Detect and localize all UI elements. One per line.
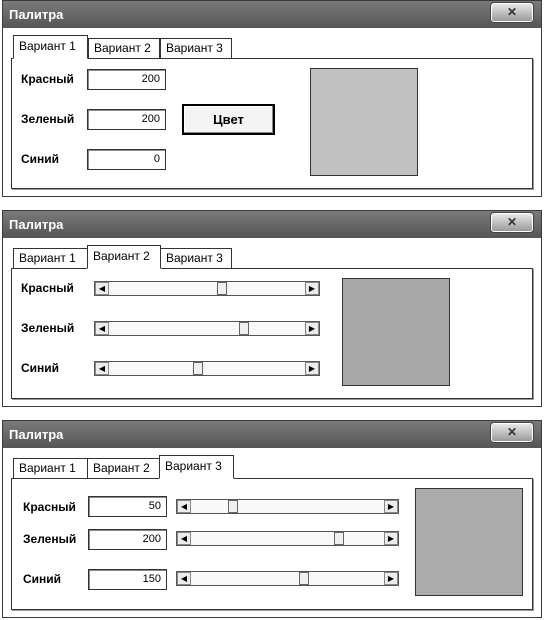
scroll-left-arrow-icon[interactable]: ◀ xyxy=(177,572,191,585)
green-field[interactable]: 200 xyxy=(88,529,167,550)
window-title: Палитра xyxy=(9,7,64,22)
label-blue: Синий xyxy=(21,152,60,166)
scroll-left-arrow-icon[interactable]: ◀ xyxy=(95,282,109,295)
label-green: Зеленый xyxy=(21,112,75,126)
label-red: Красный xyxy=(21,281,74,295)
scroll-left-arrow-icon[interactable]: ◀ xyxy=(177,532,191,545)
green-scrollbar[interactable] xyxy=(176,531,399,546)
green-scrollbar[interactable] xyxy=(94,321,320,336)
label-red: Красный xyxy=(21,72,74,86)
green-field[interactable]: 200 xyxy=(87,109,166,130)
window-title: Палитра xyxy=(9,217,64,232)
red-field[interactable]: 200 xyxy=(87,69,166,90)
tab-variant-1[interactable]: Вариант 1 xyxy=(13,35,88,59)
tab-variant-3[interactable]: Вариант 3 xyxy=(160,38,232,59)
scroll-thumb[interactable] xyxy=(228,500,238,513)
palette-window-3 xyxy=(2,420,542,618)
tab-variant-2[interactable]: Вариант 2 xyxy=(87,245,161,269)
close-button[interactable] xyxy=(491,423,533,442)
tab-panel xyxy=(11,478,533,610)
scroll-right-arrow-icon[interactable]: ▶ xyxy=(384,500,398,513)
scroll-thumb[interactable] xyxy=(299,572,309,585)
blue-field[interactable]: 150 xyxy=(88,569,167,590)
close-button[interactable] xyxy=(491,213,533,232)
scroll-right-arrow-icon[interactable]: ▶ xyxy=(384,532,398,545)
palette-window-2 xyxy=(2,210,542,407)
title-bar xyxy=(3,211,541,238)
red-field[interactable]: 50 xyxy=(88,496,167,517)
blue-field[interactable]: 0 xyxy=(87,149,166,170)
scroll-left-arrow-icon[interactable]: ◀ xyxy=(177,500,191,513)
close-icon: ✕ xyxy=(506,425,518,439)
tab-panel xyxy=(11,58,533,189)
title-bar xyxy=(3,1,541,28)
label-red: Красный xyxy=(23,500,76,514)
red-scrollbar[interactable] xyxy=(94,281,320,296)
scroll-thumb[interactable] xyxy=(334,532,344,545)
tab-variant-2[interactable]: Вариант 2 xyxy=(88,38,160,59)
close-icon: ✕ xyxy=(506,5,518,19)
window-title: Палитра xyxy=(9,427,64,442)
scroll-right-arrow-icon[interactable]: ▶ xyxy=(305,362,319,375)
tab-variant-1[interactable]: Вариант 1 xyxy=(13,458,88,479)
scroll-right-arrow-icon[interactable]: ▶ xyxy=(305,322,319,335)
scroll-left-arrow-icon[interactable]: ◀ xyxy=(95,362,109,375)
red-scrollbar[interactable] xyxy=(176,499,399,514)
scroll-left-arrow-icon[interactable]: ◀ xyxy=(95,322,109,335)
label-blue: Синий xyxy=(21,361,60,375)
scroll-thumb[interactable] xyxy=(193,362,203,375)
scroll-right-arrow-icon[interactable]: ▶ xyxy=(384,572,398,585)
tab-variant-1[interactable]: Вариант 1 xyxy=(13,248,88,269)
scroll-thumb[interactable] xyxy=(217,282,227,295)
scroll-thumb[interactable] xyxy=(239,322,249,335)
blue-scrollbar[interactable] xyxy=(176,571,399,586)
color-preview xyxy=(415,488,523,596)
color-preview xyxy=(310,68,418,176)
color-button[interactable]: Цвет xyxy=(182,104,275,135)
tab-variant-3[interactable]: Вариант 3 xyxy=(159,455,234,479)
close-icon: ✕ xyxy=(506,215,518,229)
label-green: Зеленый xyxy=(21,321,75,335)
tab-variant-2[interactable]: Вариант 2 xyxy=(87,458,160,479)
blue-scrollbar[interactable] xyxy=(94,361,320,376)
label-blue: Синий xyxy=(23,572,62,586)
palette-window-1 xyxy=(2,0,542,197)
label-green: Зеленый xyxy=(23,532,77,546)
color-preview xyxy=(342,278,450,386)
close-button[interactable] xyxy=(491,3,533,22)
title-bar xyxy=(3,421,541,448)
scroll-right-arrow-icon[interactable]: ▶ xyxy=(305,282,319,295)
tab-panel xyxy=(11,268,533,399)
tab-variant-3[interactable]: Вариант 3 xyxy=(160,248,232,269)
